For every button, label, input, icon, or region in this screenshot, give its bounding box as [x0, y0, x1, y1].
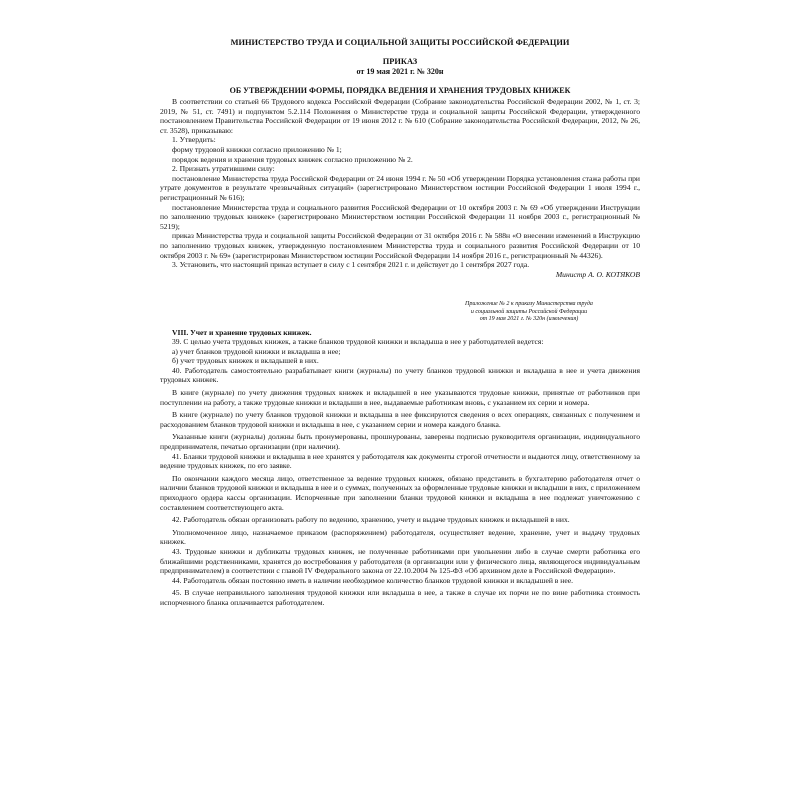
- section-paragraph: 39. С целью учета трудовых книжек, а также бланков трудовой книжки и вкладыша в нее у работодателей ведется:: [172, 337, 544, 347]
- order-date: от 19 мая 2021 г. № 320н: [356, 67, 444, 76]
- section-paragraph: 41. Бланки трудовой книжки и вкладыша в нее хранятся у работодателя как документы строгой отчетности и выдаются лицу, ответственному за ведение трудовых книжек, по его заявке.: [160, 451, 640, 471]
- appendix-line: и социальной защиты Российской Федерации: [470, 308, 588, 315]
- ministry-heading: МИНИСТЕРСТВО ТРУДА И СОЦИАЛЬНОЙ ЗАЩИТЫ РОССИЙСКОЙ ФЕДЕРАЦИИ: [230, 38, 570, 47]
- order-paragraph: приказ Министерства труда и социальной защиты Российской Федерации от 31 октября 2016 г. № 588н «О внесении изменений в Инструкцию по заполнению трудовых книжек, утвержденную постановлением Министерства труда и социального развития Российской Федерации от 10 октября 2003 г. № 69» (зарегистрирован Министерством юстиции Российской Федерации 14 ноября 2016 г., регистрационный № 44326).: [160, 231, 640, 260]
- section-paragraph: Указанные книги (журналы) должны быть пронумерованы, прошнурованы, заверены подписью руководителя организации, индивидуального предпринимателя, печатью организации (при наличии).: [160, 432, 640, 452]
- section-paragraph: 44. Работодатель обязан постоянно иметь в наличии необходимое количество бланков трудовой книжки и вкладышей в нее.: [172, 575, 573, 585]
- section-paragraph: Уполномоченное лицо, назначаемое приказом (распоряжением) работодателя, осуществляет ведение, хранение, учет и выдачу трудовых книжек.: [160, 527, 640, 547]
- section-paragraph: По окончании каждого месяца лицо, ответственное за ведение трудовых книжек, обязано представить в бухгалтерию работодателя отчет о наличии бланков трудовой книжки и вкладыша в нее и о суммах, полученных за оформленные трудовые книжки и вкладыши в них, с приложением приходного ордера кассы организации. Испорченные при заполнении бланки трудовой книжки и вкладыша в нее подлежат уничтожению с составлением соответствующего акта.: [160, 473, 640, 512]
- order-paragraph: 2. Признать утратившими силу:: [172, 164, 275, 174]
- order-paragraph: постановление Министерства труда и социального развития Российской Федерации от 10 октября 2003 г. № 69 «Об утверждении Инструкции по заполнению трудовых книжек» (зарегистрировано Министерством юстиции Российской Федерации 11 ноября 2003 г., регистрационный № 5219);: [160, 202, 640, 231]
- order-title: ПРИКАЗ: [382, 57, 418, 66]
- section-paragraph: 42. Работодатель обязан организовать работу по ведению, хранению, учету и выдаче трудовых книжек и вкладышей в них.: [172, 515, 570, 525]
- order-paragraph: форму трудовой книжки согласно приложению № 1;: [172, 144, 342, 154]
- section-paragraph: 45. В случае неправильного заполнения трудовой книжки или вкладыша в нее, а также в случае их порчи не по вине работника стоимость испорченного бланка оплачивается работодателем.: [160, 588, 640, 607]
- order-paragraph: порядок ведения и хранения трудовых книжек согласно приложению № 2.: [172, 154, 413, 164]
- order-paragraph: 3. Установить, что настоящий приказ вступает в силу с 1 сентября 2021 г. и действует до 1 сентября 2027 года.: [172, 260, 530, 270]
- section-paragraph: В книге (журнале) по учету движения трудовых книжек и вкладышей в нее указываются трудовые книжки, принятые от работников при поступлении на работу, а также трудовые книжки и вкладыши в нее, выдаваемые работникам вновь, с указанием их серии и номера.: [160, 388, 640, 407]
- order-paragraph: постановление Министерства труда Российской Федерации от 24 июня 1994 г. № 50 «Об утверждении Порядка установления стажа работы при утрате документов в результате чрезвычайных ситуаций» (зарегистрировано Министерством юстиции Российской Федерации 1 июля 1994 г., регистрационный № 616);: [160, 173, 640, 202]
- order-paragraph: 1. Утвердить:: [172, 135, 216, 145]
- appendix-line: Приложение № 2 к приказу Министерства труда: [465, 301, 593, 308]
- document-page: [160, 38, 640, 608]
- section-paragraph: б) учет трудовых книжек и вкладышей в них.: [172, 356, 319, 366]
- appendix-line: от 19 мая 2021 г. № 320н (извлечения): [479, 316, 579, 323]
- section-title: VIII. Учет и хранение трудовых книжек.: [172, 327, 312, 337]
- document-title: ОБ УТВЕРЖДЕНИИ ФОРМЫ, ПОРЯДКА ВЕДЕНИЯ И ХРАНЕНИЯ ТРУДОВЫХ КНИЖЕК: [229, 86, 571, 95]
- minister-signature: Министр А. О. КОТЯКОВ: [555, 269, 640, 279]
- order-preamble: В соответствии со статьей 66 Трудового кодекса Российской Федерации (Собрание законодательства Российской Федерации 2002, № 1, ст. 3; 2019, № 51, ст. 7491) и подпунктом 5.2.114 Положения о Министерстве труда и социальной защиты Российской Федерации, утвержденного постановлением Правительства Российской Федерации от 19 июня 2012 г. № 610 (Собрание законодательства Российской Федерации, 2012, № 26, ст. 3528), приказываю:: [160, 97, 640, 135]
- section-paragraph: 40. Работодатель самостоятельно разрабатывает книги (журналы) по учету бланков трудовой книжки и вкладыша в нее и учета движения трудовых книжек.: [160, 365, 640, 385]
- section-paragraph: а) учет бланков трудовой книжки и вкладыша в нее;: [172, 346, 341, 356]
- appendix-note: [420, 301, 638, 323]
- section-paragraph: В книге (журнале) по учету бланков трудовой книжки и вкладыша в нее фиксируются сведения о всех операциях, связанных с получением и расходованием бланков трудовой книжки и вкладыша в нее, с указанием серии и номера каждого бланка.: [160, 410, 640, 429]
- section-paragraph: 43. Трудовые книжки и дубликаты трудовых книжек, не полученные работниками при увольнении либо в случае смерти работника его ближайшими родственниками, хранятся до востребования у работодателя (в организации или у физического лица, являющегося индивидуальным предпринимателем) в соответствии с главой IV Федерального закона от 22.10.2004 № 125-ФЗ «Об архивном деле в Российской Федерации».: [160, 546, 640, 576]
